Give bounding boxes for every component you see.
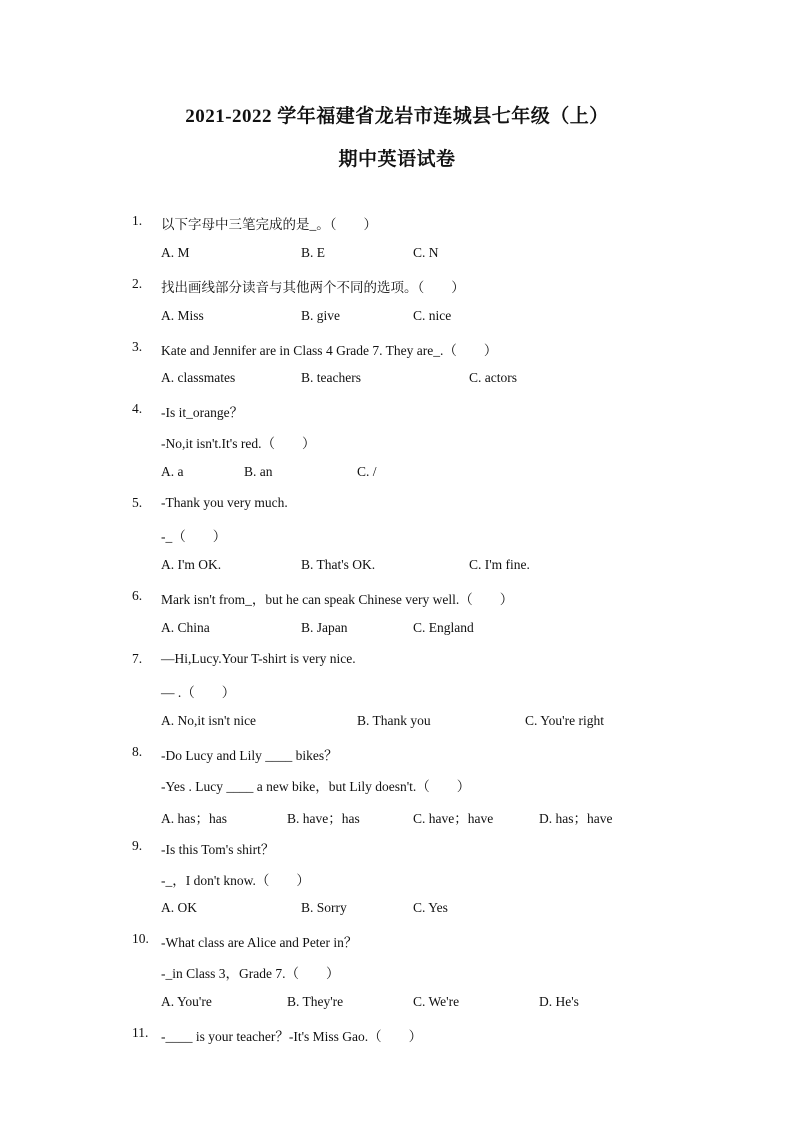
question-stem-line: -No,it isn't.It's red.（ ） bbox=[161, 436, 316, 451]
question-number: 1. bbox=[132, 213, 143, 228]
option-b: B. That's OK. bbox=[301, 557, 376, 572]
question-stem-line: -Yes . Lucy ____ a new bike，but Lily doesn't.（ ） bbox=[161, 779, 471, 794]
option-c: C. England bbox=[413, 620, 474, 635]
option-b: B. have；has bbox=[287, 811, 360, 826]
question-stem: -Do Lucy and Lily ____ bikes？ bbox=[161, 748, 338, 763]
option-c: C. We're bbox=[413, 994, 460, 1009]
question-number: 2. bbox=[132, 276, 143, 291]
question-stem-line: -_（ ） bbox=[161, 529, 227, 544]
option-c: C. I'm fine. bbox=[469, 557, 530, 572]
option-a: A. I'm OK. bbox=[161, 557, 222, 572]
option-c: C. N bbox=[413, 245, 439, 260]
question-number: 6. bbox=[132, 588, 143, 603]
question-number: 8. bbox=[132, 744, 143, 759]
option-a: A. has；has bbox=[161, 811, 227, 826]
question-stem-line: — .（ ） bbox=[161, 685, 236, 700]
question-stem-line: -_，I don't know.（ ） bbox=[161, 873, 310, 888]
question-number: 10. bbox=[132, 931, 149, 946]
option-c: C. Yes bbox=[413, 900, 448, 915]
option-a: A. M bbox=[161, 245, 190, 260]
option-a: A. You're bbox=[161, 994, 212, 1009]
option-d: D. He's bbox=[539, 994, 579, 1009]
question-stem: -Is this Tom's shirt？ bbox=[161, 842, 275, 857]
option-a: A. OK bbox=[161, 900, 197, 915]
option-b: B. Thank you bbox=[357, 713, 431, 728]
exam-title: 2021-2022 学年福建省龙岩市连城县七年级（上） bbox=[185, 106, 609, 127]
question-stem: Kate and Jennifer are in Class 4 Grade 7. They are_.（ ） bbox=[161, 343, 498, 358]
question-stem: 找出画线部分读音与其他两个不同的选项。（ ） bbox=[161, 280, 465, 295]
option-a: A. China bbox=[161, 620, 210, 635]
question-stem: 以下字母中三笔完成的是_。（ ） bbox=[161, 217, 377, 232]
question-stem-line: -_in Class 3，Grade 7.（ ） bbox=[161, 966, 340, 981]
option-b: B. E bbox=[301, 245, 326, 260]
option-c: C. have；have bbox=[413, 811, 494, 826]
question-stem: -Thank you very much. bbox=[161, 495, 288, 510]
option-c: C. / bbox=[357, 464, 377, 479]
option-c: C. You're right bbox=[525, 713, 604, 728]
option-a: A. a bbox=[161, 464, 184, 479]
option-c: C. nice bbox=[413, 308, 452, 323]
option-c: C. actors bbox=[469, 370, 517, 385]
option-b: B. They're bbox=[287, 994, 344, 1009]
option-a: A. Miss bbox=[161, 308, 204, 323]
question-number: 9. bbox=[132, 838, 143, 853]
option-b: B. Japan bbox=[301, 620, 348, 635]
question-number: 7. bbox=[132, 651, 143, 666]
option-d: D. has；have bbox=[539, 811, 613, 826]
question-number: 11. bbox=[132, 1025, 149, 1040]
option-b: B. teachers bbox=[301, 370, 361, 385]
question-number: 5. bbox=[132, 495, 143, 510]
option-b: B. Sorry bbox=[301, 900, 347, 915]
option-b: B. an bbox=[244, 464, 273, 479]
exam-subtitle: 期中英语试卷 bbox=[338, 149, 456, 170]
question-stem: -Is it_orange？ bbox=[161, 405, 244, 420]
option-b: B. give bbox=[301, 308, 340, 323]
question-stem: —Hi,Lucy.Your T-shirt is very nice. bbox=[161, 651, 356, 666]
question-number: 3. bbox=[132, 339, 143, 354]
question-stem: -What class are Alice and Peter in？ bbox=[161, 935, 358, 950]
question-stem: Mark isn't from_，but he can speak Chinese very well.（ ） bbox=[161, 592, 514, 607]
option-a: A. classmates bbox=[161, 370, 236, 385]
question-stem: -____ is your teacher？-It's Miss Gao.（ ） bbox=[161, 1029, 423, 1044]
question-number: 4. bbox=[132, 401, 143, 416]
option-a: A. No,it isn't nice bbox=[161, 713, 257, 728]
